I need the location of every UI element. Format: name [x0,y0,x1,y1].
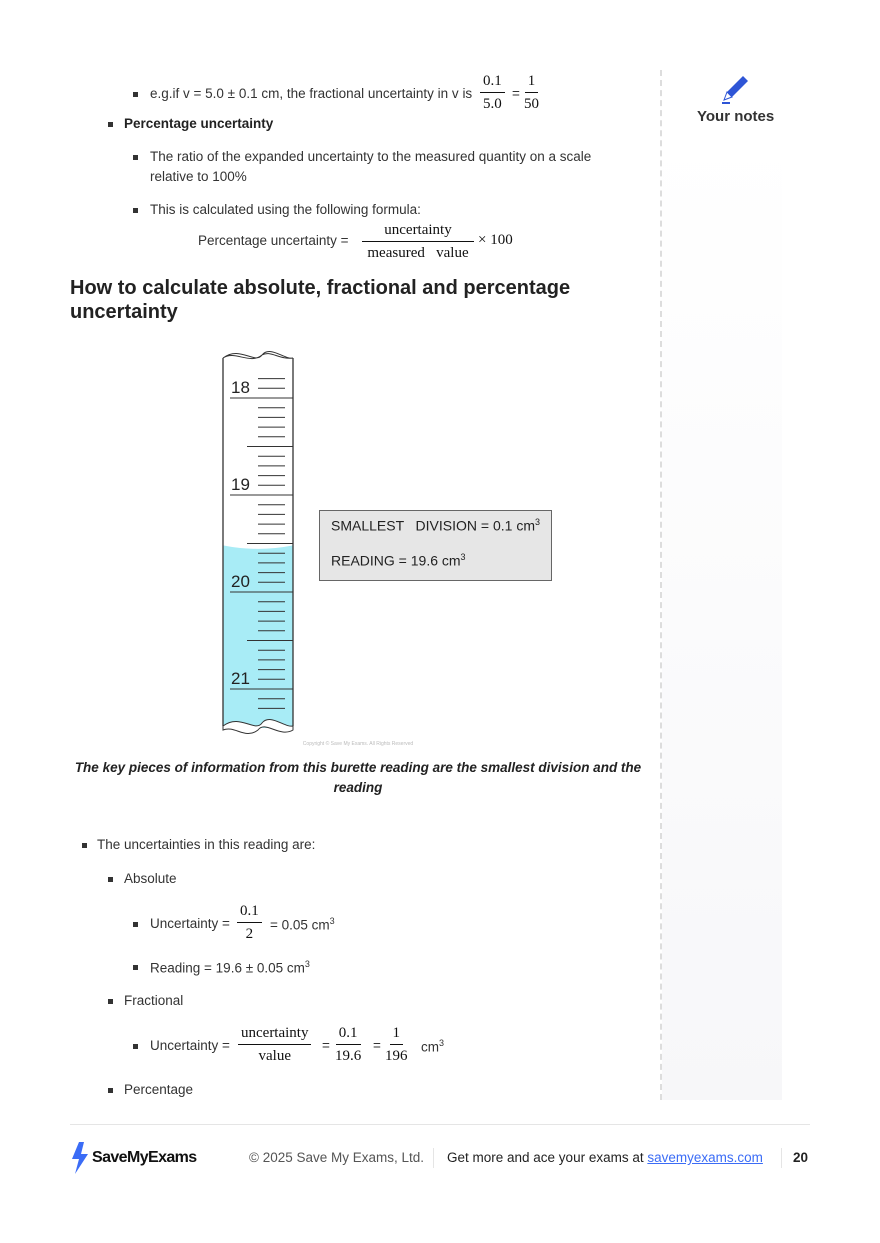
scale-label: 20 [231,572,250,591]
bullet [82,843,87,848]
reading-text: READING = 19.6 $cm^3$ [331,552,466,569]
formula-fraction: uncertainty measured value [362,221,474,262]
ratio-text: The ratio of the expanded uncertainty to the measured quantity on a scale [150,149,592,164]
figure-caption: The key pieces of information from this burette reading are the smallest division and the reading [74,760,642,795]
footer-cta: Get more and ace your exams at savemyexams.com [447,1150,763,1165]
bullet [108,999,113,1004]
equals: = [322,1038,330,1053]
logo-text: SaveMyExams [92,1149,197,1166]
percentage-heading: Percentage uncertainty [124,116,274,131]
percentage-label: Percentage [124,1082,194,1097]
example-text: e.g.if v = 5.0 ± 0.1 cm, the fractional uncertainty in v is [150,86,473,101]
intro-text: The uncertainties in this reading are: [97,837,316,852]
fraction: $\frac{1}{196}$ [385,1025,408,1064]
fraction: $\frac{0.1}{2}$ [237,902,262,943]
bullet [133,965,138,970]
abs-rhs: = 0.05 $cm^3$ [270,916,335,933]
frac-lhs: Uncertainty = [150,1038,230,1053]
scale-label: 18 [231,378,250,397]
scale-label: 21 [231,669,250,688]
footer-link[interactable]: savemyexams.com [647,1150,763,1165]
equals: = [512,86,520,101]
formula-lhs: Percentage uncertainty = [198,233,349,248]
your-notes-label: Your notes [697,108,775,125]
reading-box [319,510,552,581]
bullet [108,1088,113,1093]
footer-rule [70,1124,810,1125]
burette-top-break [223,352,293,359]
equals: = [373,1038,381,1053]
fraction: uncertainty value [238,1024,311,1065]
reading-line: Reading = 19.6 ± 0.05 $cm^3$ [150,959,310,976]
fraction: $\frac{0.1}{19.6}$ [335,1025,362,1064]
page-number: 20 [793,1150,809,1165]
absolute-label: Absolute [124,871,177,886]
bullet [108,877,113,882]
bullet [133,922,138,927]
footer-copyright: © 2025 Save My Exams, Ltd. [249,1150,425,1165]
scale-label: 19 [231,475,250,494]
fractional-label: Fractional [124,993,184,1008]
ratio-text-2: relative to 100% [150,169,247,184]
fraction: $\frac{1}{50}$ [524,73,539,112]
bullet [133,1044,138,1049]
frac-unit: $cm^3$ [421,1038,445,1055]
smallest-division-text: SMALLEST DIVISION = 0.1 $cm^3$ [331,517,540,534]
calc-text: This is calculated using the following formula: [150,202,421,217]
section-title: How to calculate absolute, fractional and percentage uncertainty [70,277,571,323]
abs-lhs: Uncertainty = [150,916,230,931]
footer-sep [781,1148,782,1168]
fraction: $\frac{0.1}{5.0}$ [480,72,505,113]
copyright-text: Copyright © Save My Exams. All Rights Reserved [302,741,414,747]
footer-sep [433,1148,434,1168]
times-100: × 100 [478,232,513,248]
logo-bolt-icon [70,1142,90,1174]
